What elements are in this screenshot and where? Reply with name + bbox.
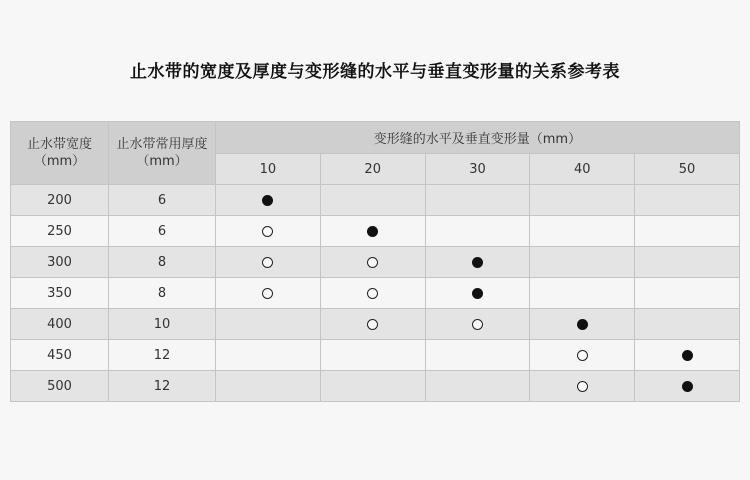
width-cell: 350 [11, 278, 109, 309]
deformation-column-header: 40 [530, 154, 635, 185]
deformation-cell [530, 216, 635, 247]
deformation-cell [635, 340, 740, 371]
deformation-cell [216, 371, 321, 402]
filled-circle-icon [577, 319, 588, 330]
deformation-cell [530, 278, 635, 309]
thickness-cell: 12 [109, 340, 216, 371]
deformation-cell [216, 247, 321, 278]
deformation-cell [425, 247, 530, 278]
deformation-cell [320, 371, 425, 402]
table-body [11, 185, 740, 402]
deformation-cell [635, 278, 740, 309]
deformation-cell [530, 185, 635, 216]
deformation-cell [425, 216, 530, 247]
width-cell: 400 [11, 309, 109, 340]
width-cell: 300 [11, 247, 109, 278]
open-circle-icon [472, 319, 483, 330]
deformation-cell [530, 371, 635, 402]
thickness-cell: 8 [109, 247, 216, 278]
thickness-cell: 10 [109, 309, 216, 340]
width-header [11, 122, 109, 185]
reference-table [10, 121, 740, 402]
width-header-line1: 止水带宽度 [26, 137, 92, 152]
width-cell: 500 [11, 371, 109, 402]
filled-circle-icon [472, 257, 483, 268]
thickness-cell: 8 [109, 278, 216, 309]
width-cell: 450 [11, 340, 109, 371]
deformation-cell [635, 309, 740, 340]
deformation-cell [320, 309, 425, 340]
filled-circle-icon [472, 288, 483, 299]
open-circle-icon [262, 257, 273, 268]
deformation-cell [530, 340, 635, 371]
open-circle-icon [367, 288, 378, 299]
open-circle-icon [367, 257, 378, 268]
deformation-cell [216, 185, 321, 216]
thickness-header-line1: 止水带常用厚度 [116, 137, 208, 152]
deformation-cell [635, 247, 740, 278]
filled-circle-icon [262, 195, 273, 206]
table-row [11, 278, 740, 309]
deformation-cell [425, 185, 530, 216]
deformation-cell [425, 278, 530, 309]
table-row [11, 216, 740, 247]
deformation-cell [530, 247, 635, 278]
table-row [11, 185, 740, 216]
open-circle-icon [577, 350, 588, 361]
deformation-cell [216, 309, 321, 340]
width-cell: 250 [11, 216, 109, 247]
deformation-cell [635, 216, 740, 247]
deformation-cell [320, 247, 425, 278]
deformation-cell [320, 278, 425, 309]
width-cell: 200 [11, 185, 109, 216]
deformation-cell [216, 216, 321, 247]
deformation-column-header: 10 [216, 154, 321, 185]
deformation-cell [216, 278, 321, 309]
deformation-column-header: 30 [425, 154, 530, 185]
open-circle-icon [367, 319, 378, 330]
deformation-cell [635, 371, 740, 402]
filled-circle-icon [682, 381, 693, 392]
thickness-cell: 6 [109, 216, 216, 247]
filled-circle-icon [682, 350, 693, 361]
open-circle-icon [577, 381, 588, 392]
filled-circle-icon [367, 226, 378, 237]
deformation-column-header: 20 [320, 154, 425, 185]
deformation-cell [425, 371, 530, 402]
deformation-cell [320, 216, 425, 247]
page-title: 止水带的宽度及厚度与变形缝的水平与垂直变形量的关系参考表 [130, 62, 620, 82]
thickness-cell: 12 [109, 371, 216, 402]
deformation-cell [530, 309, 635, 340]
table-row [11, 247, 740, 278]
thickness-header-line2: （mm） [136, 154, 188, 169]
deformation-cell [635, 185, 740, 216]
deformation-cell [320, 185, 425, 216]
table-row [11, 371, 740, 402]
thickness-cell: 6 [109, 185, 216, 216]
deformation-cell [216, 340, 321, 371]
thickness-header [109, 122, 216, 185]
deformation-header: 变形缝的水平及垂直变形量（mm） [216, 122, 740, 154]
width-header-line2: （mm） [33, 154, 86, 169]
open-circle-icon [262, 226, 273, 237]
table-row [11, 340, 740, 371]
deformation-cell [425, 340, 530, 371]
deformation-cell [425, 309, 530, 340]
open-circle-icon [262, 288, 273, 299]
deformation-column-header: 50 [635, 154, 740, 185]
table-row [11, 309, 740, 340]
deformation-cell [320, 340, 425, 371]
